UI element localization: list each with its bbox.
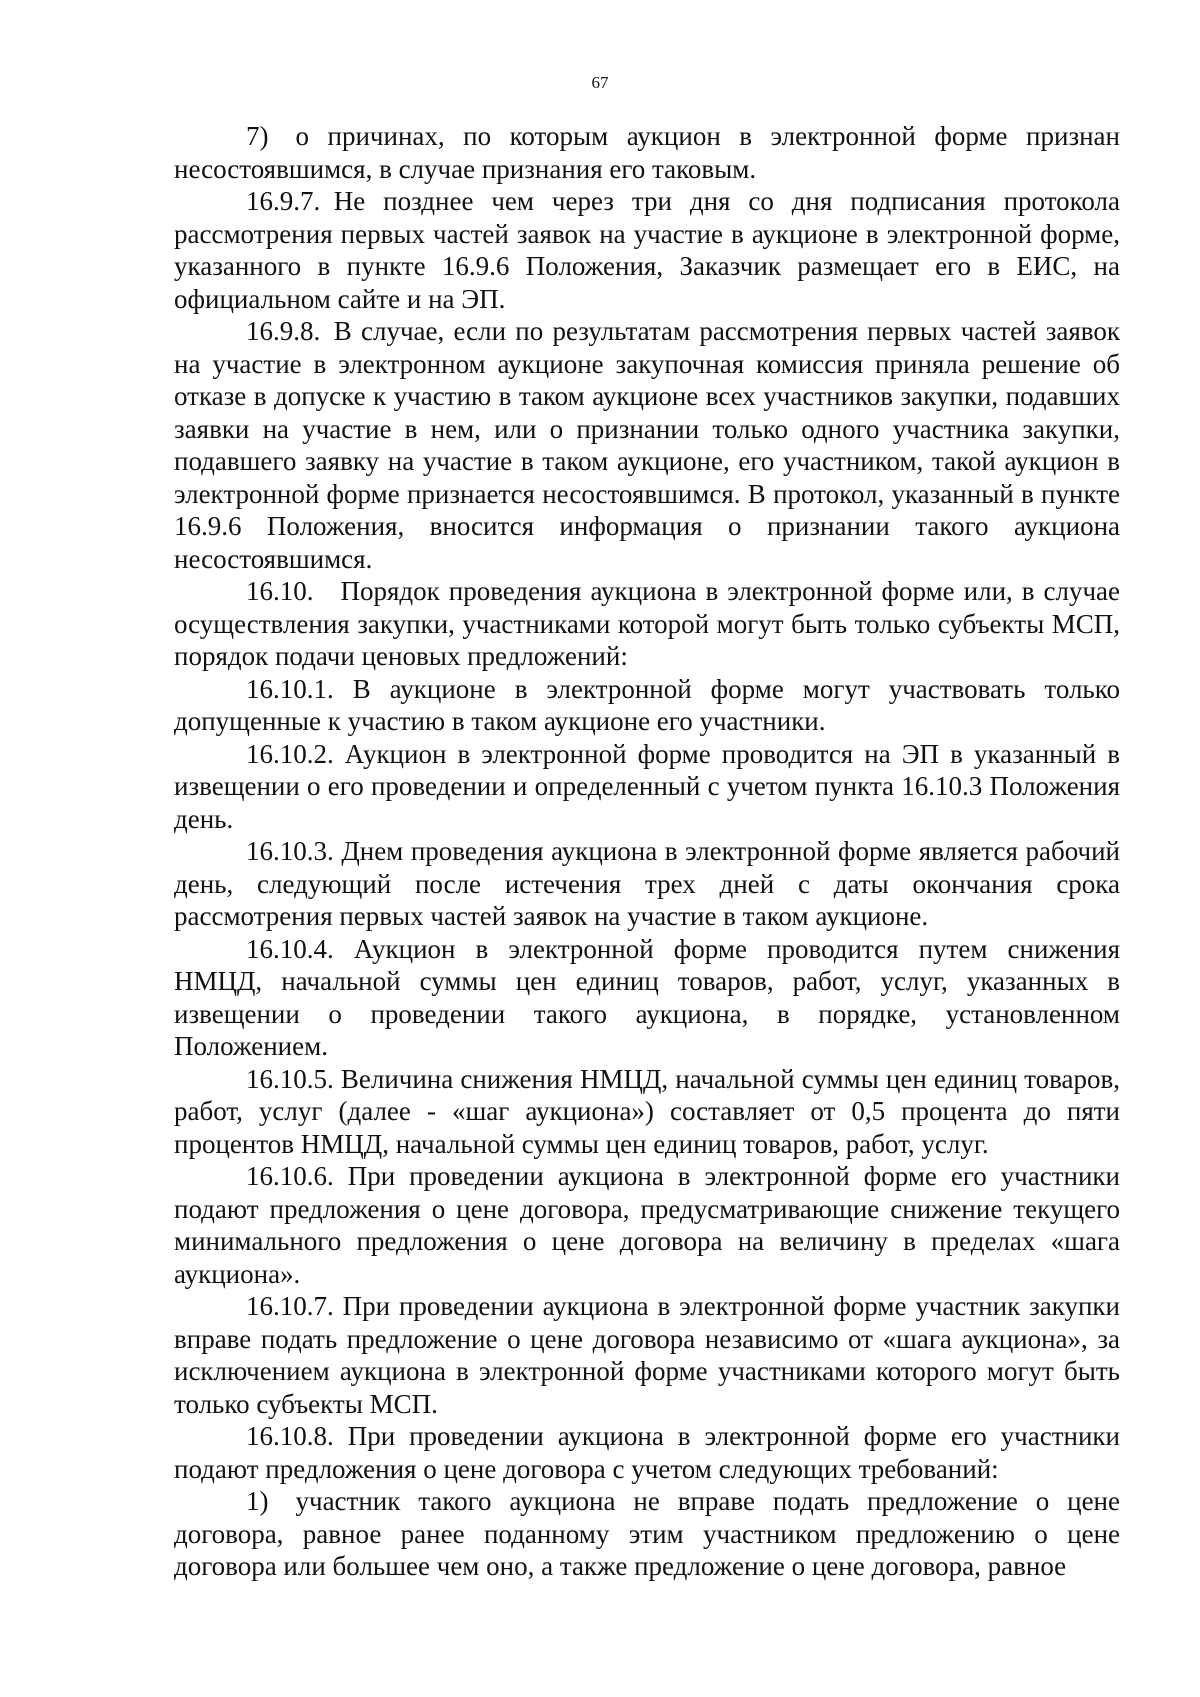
paragraph-16-10-8: 16.10.8. При проведении аукциона в электронной форме его участники подают предложения о цене договора с учетом следующих требований: <box>174 1421 1120 1484</box>
paragraph-16-10: 16.10. Порядок проведения аукциона в электронной форме или, в случае осуществления закупки, участниками которой могут быть только субъекты МСП, порядок подачи ценовых предложений: <box>174 576 1120 671</box>
page-number: 67 <box>591 73 609 92</box>
document-body <box>174 120 1120 1583</box>
paragraph-1-requirement: 1) участник такого аукциона не вправе подать предложение о цене договора, равное ранее поданному этим участником предложению о цене договора или большее чем оно, а также предложение о цене договора, равное <box>174 1486 1120 1581</box>
paragraph-16-10-4: 16.10.4. Аукцион в электронной форме проводится путем снижения НМЦД, начальной суммы цен единиц товаров, работ, услуг, указанных в извещении о проведении такого аукциона, в порядке, установленном Положением. <box>174 933 1120 1061</box>
paragraph-16-10-1: 16.10.1. В аукционе в электронной форме могут участвовать только допущенные к участию в таком аукционе его участники. <box>174 673 1120 736</box>
paragraph-16-10-6: 16.10.6. При проведении аукциона в электронной форме его участники подают предложения о цене договора, предусматривающие снижение текущего минимального предложения о цене договора на величину в пределах «шага аукциона». <box>174 1161 1120 1289</box>
paragraph-16-10-5: 16.10.5. Величина снижения НМЦД, начальной суммы цен единиц товаров, работ, услуг (далее - «шаг аукциона») составляет от 0,5 процента до пяти процентов НМЦД, начальной суммы цен единиц товаров, работ, услуг. <box>174 1063 1120 1159</box>
paragraph-7-reasons: 7) о причинах, по которым аукцион в электронной форме признан несостоявшимся, в случае признания его таковым. <box>174 121 1120 184</box>
paragraph-16-10-7: 16.10.7. При проведении аукциона в электронной форме участник закупки вправе подать предложение о цене договора независимо от «шага аукциона», за исключением аукциона в электронной форме участниками которого могут быть только субъекты МСП. <box>174 1291 1120 1419</box>
paragraph-16-10-3: 16.10.3. Днем проведения аукциона в электронной форме является рабочий день, следующий после истечения трех дней с даты окончания срока рассмотрения первых частей заявок на участие в таком аукционе. <box>174 836 1120 931</box>
paragraph-16-9-7: 16.9.7. Не позднее чем через три дня со дня подписания протокола рассмотрения первых частей заявок на участие в аукционе в электронной форме, указанного в пункте 16.9.6 Положения, Заказчик размещает его в ЕИС, на официальном сайте и на ЭП. <box>174 186 1120 314</box>
paragraph-16-9-8: 16.9.8. В случае, если по результатам рассмотрения первых частей заявок на участие в электронном аукционе закупочная комиссия приняла решение об отказе в допуске к участию в таком аукционе всех участников закупки, подавших заявки на участие в нем, или о признании только одного участника закупки, подавшего заявку на участие в таком аукционе, его участником, такой аукцион в электронной форме признается несостоявшимся. В протокол, указанный в пункте 16.9.6 Положения, вносится информация о признании такого аукциона несостоявшимся. <box>174 316 1120 574</box>
paragraph-16-10-2: 16.10.2. Аукцион в электронной форме проводится на ЭП в указанный в извещении о его проведении и определенный с учетом пункта 16.10.3 Положения день. <box>174 738 1120 834</box>
